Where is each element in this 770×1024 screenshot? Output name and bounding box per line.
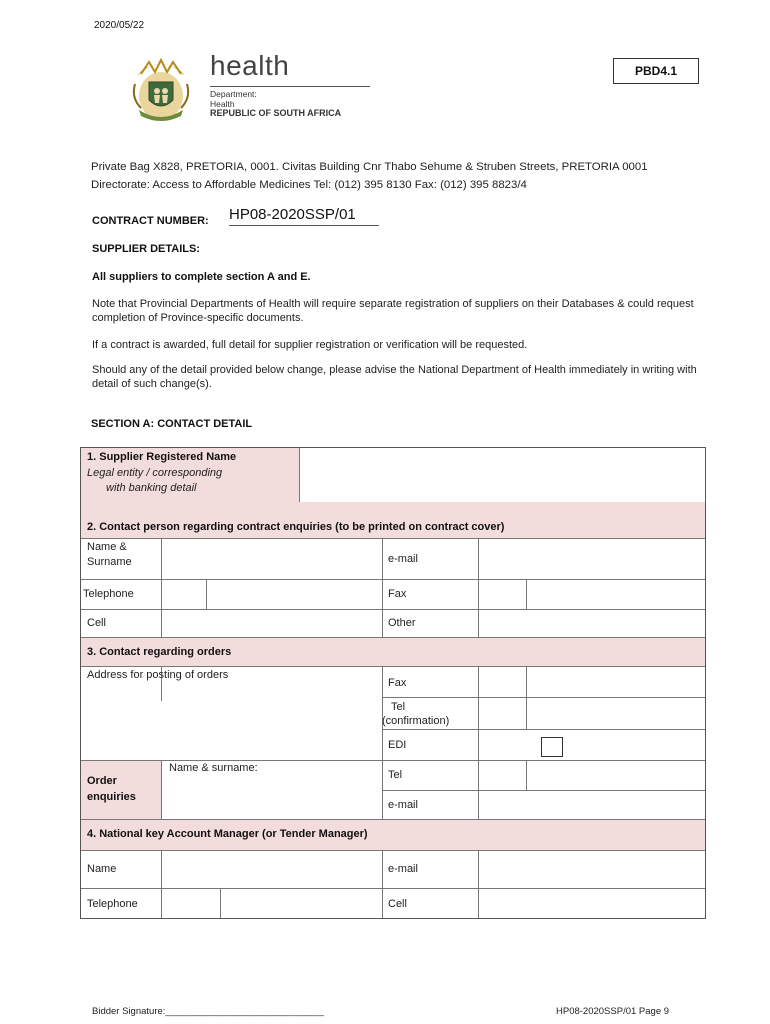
manager-telephone-label: Telephone xyxy=(87,898,138,910)
contact-fax-field[interactable] xyxy=(527,579,705,609)
logo-country: REPUBLIC OF SOUTH AFRICA xyxy=(210,108,342,118)
contact-detail-form xyxy=(80,447,706,919)
orders-enq-tel-code-field[interactable] xyxy=(479,760,526,790)
contact-fax-label: Fax xyxy=(388,588,407,600)
manager-telephone-field[interactable] xyxy=(221,888,382,918)
supplier-details-heading: SUPPLIER DETAILS: xyxy=(92,243,200,255)
contact-email-field[interactable] xyxy=(479,538,705,579)
orders-name-field[interactable] xyxy=(162,760,382,819)
contract-number-value: HP08-2020SSP/01 xyxy=(229,206,379,226)
legal-entity-label: Legal entity / corresponding xyxy=(87,467,223,479)
manager-telephone-code-field[interactable] xyxy=(162,888,220,918)
banking-detail-label: with banking detail xyxy=(106,482,197,494)
manager-name-field[interactable] xyxy=(162,850,382,888)
contact-telephone-field[interactable] xyxy=(207,579,382,609)
address-line-1: Private Bag X828, PRETORIA, 0001. Civitas Building Cnr Thabo Sehume & Struben Streets, PRETORIA 0001 xyxy=(91,161,648,173)
orders-fax-label: Fax xyxy=(388,677,407,689)
contact-fax-code-field[interactable] xyxy=(479,579,526,609)
logo-line-department: Department: xyxy=(210,89,257,99)
all-suppliers-note: All suppliers to complete section A and E. xyxy=(92,271,311,283)
address-line-2: Directorate: Access to Affordable Medicines Tel: (012) 395 8130 Fax: (012) 395 8823/4 xyxy=(91,179,527,191)
order-enquiries-label-2: enquiries xyxy=(87,791,136,803)
provincial-note: Note that Provincial Departments of Health will require separate registration of suppliers on their Databases & could request completion of Province-specific documents. xyxy=(92,298,694,324)
contact-cell-field[interactable] xyxy=(162,609,382,637)
orders-fax-code-field[interactable] xyxy=(479,666,526,697)
orders-enq-email-field[interactable] xyxy=(479,790,705,819)
contact-cell-label: Cell xyxy=(87,617,106,629)
logo-title: health xyxy=(210,50,290,81)
contact-name-field[interactable] xyxy=(162,538,382,579)
orders-tel-code-field[interactable] xyxy=(479,697,526,729)
orders-name-surname-label: Name & surname: xyxy=(169,762,258,774)
order-enquiries-label-cell xyxy=(81,761,161,819)
contact-telephone-code-field[interactable] xyxy=(162,579,206,609)
contract-number-label: CONTRACT NUMBER: xyxy=(92,215,209,227)
order-enquiries-label-1: Order xyxy=(87,775,117,787)
detail-change-note: Should any of the detail provided below change, please advise the National Department of Health immediately in writing with detail of such change(s). xyxy=(92,364,697,390)
orders-fax-field[interactable] xyxy=(527,666,705,697)
manager-email-field[interactable] xyxy=(479,850,705,888)
section-a-title: SECTION A: CONTACT DETAIL xyxy=(91,418,253,430)
orders-tel-label: Tel xyxy=(391,701,406,713)
manager-name-label: Name xyxy=(87,863,117,875)
supplier-registered-name-label: 1. Supplier Registered Name xyxy=(87,451,237,463)
manager-cell-label: Cell xyxy=(388,898,407,910)
orders-enq-tel-label: Tel xyxy=(388,769,403,781)
orders-enq-email-label: e-mail xyxy=(388,799,418,811)
account-manager-heading: 4. National key Account Manager (or Tender Manager) xyxy=(87,828,368,840)
edi-checkbox[interactable] xyxy=(541,737,563,757)
address-posting-label: Address for posting of orders xyxy=(87,669,229,681)
contact-telephone-label: Telephone xyxy=(83,588,134,600)
orders-tel-confirmation-label: (confirmation) xyxy=(382,715,450,727)
name-surname-label-2: Surname xyxy=(87,556,132,568)
contact-orders-heading: 3. Contact regarding orders xyxy=(87,646,232,658)
supplier-registered-name-field[interactable] xyxy=(300,448,705,502)
coat-of-arms-icon xyxy=(129,54,193,124)
contact-person-heading: 2. Contact person regarding contract enquiries (to be printed on contract cover) xyxy=(87,521,505,533)
logo-line-health: Health xyxy=(210,99,235,109)
contact-other-field[interactable] xyxy=(479,609,705,637)
orders-edi-label: EDI xyxy=(388,739,407,751)
logo-rule xyxy=(210,86,370,87)
manager-email-label: e-mail xyxy=(388,863,418,875)
form-code: PBD4.1 xyxy=(634,64,678,78)
address-posting-field[interactable] xyxy=(81,666,382,760)
contact-email-label: e-mail xyxy=(388,553,418,565)
form-code-box xyxy=(613,58,699,84)
logo-department xyxy=(210,89,257,109)
manager-cell-field[interactable] xyxy=(479,888,705,918)
page-footer: HP08-2020SSP/01 Page 9 xyxy=(556,1006,670,1017)
contact-other-label: Other xyxy=(388,617,416,629)
bidder-signature-line: Bidder Signature:______________________________ xyxy=(92,1006,324,1017)
contract-awarded-note: If a contract is awarded, full detail for supplier registration or verification will be requested. xyxy=(92,339,528,351)
orders-tel-field[interactable] xyxy=(527,697,705,729)
orders-enq-tel-field[interactable] xyxy=(527,760,705,790)
document-date: 2020/05/22 xyxy=(94,20,145,31)
name-surname-label-1: Name & xyxy=(87,541,127,553)
